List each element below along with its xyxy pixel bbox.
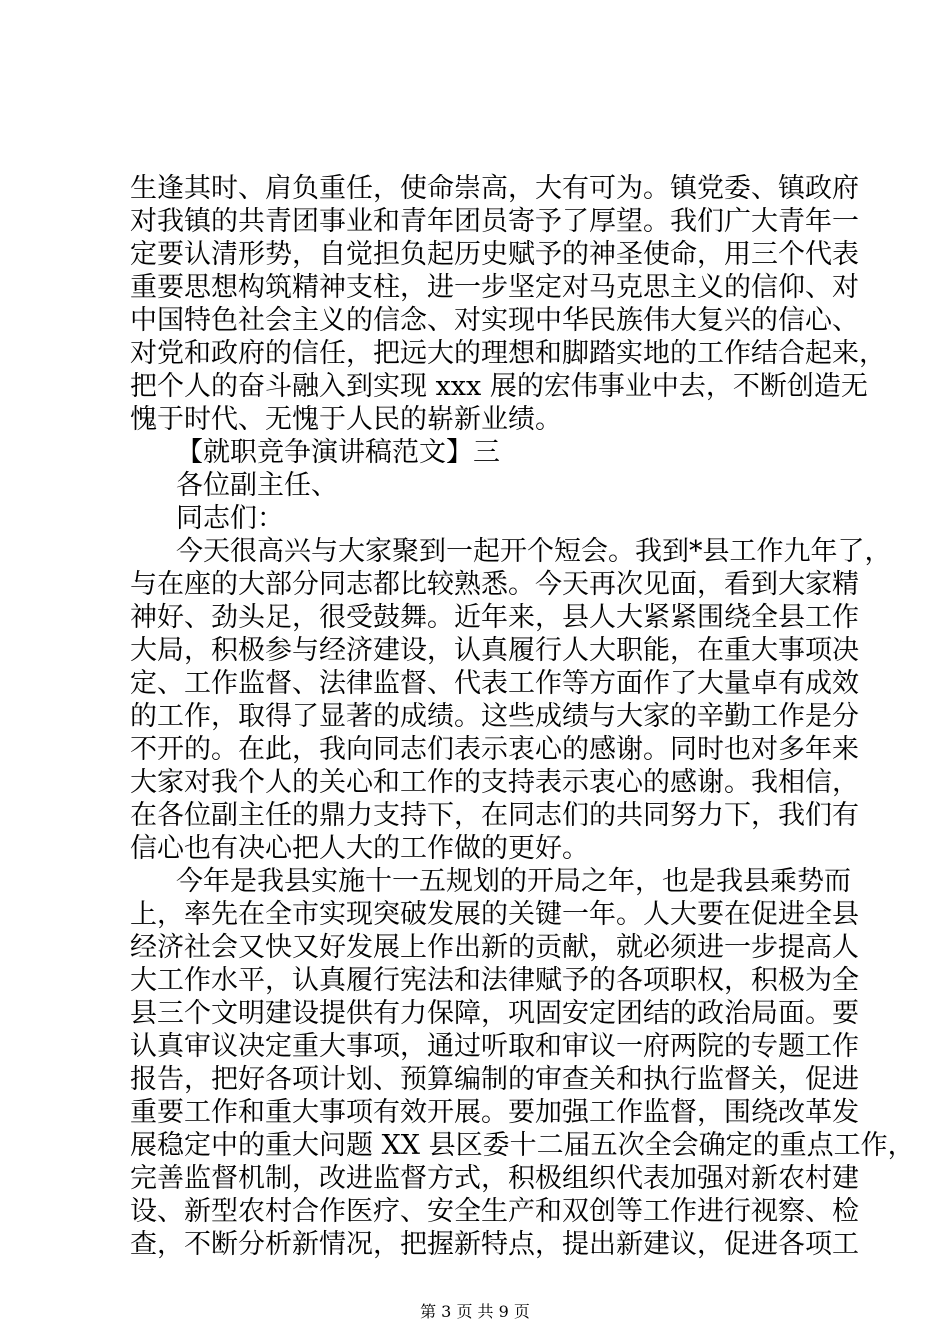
paragraph-start: 今年是我县实施十一五规划的开局之年，也是我县乘势而: [176, 866, 851, 897]
text-line: 与在座的大部分同志都比较熟悉。今天再次见面，看到大家精: [130, 569, 859, 600]
text-line: 重要思想构筑精神支柱，进一步坚定对马克思主义的信仰、对: [130, 272, 859, 303]
text-line: 大局，积极参与经济建设，认真履行人大职能，在重大事项决: [130, 635, 859, 666]
text-line: 信心也有决心把人大的工作做的更好。: [130, 833, 589, 864]
text-line: 对我镇的共青团事业和青年团员寄予了厚望。我们广大青年一: [130, 206, 859, 237]
text-line: 上，率先在全市实现突破发展的关键一年。人大要在促进全县: [130, 899, 859, 930]
text-line: 神好、劲头足，很受鼓舞。近年来，县人大紧紧围绕全县工作: [130, 602, 859, 633]
text-line: 愧于时代、无愧于人民的崭新业绩。: [130, 404, 562, 435]
text-line: 查，不断分析新情况，把握新特点，提出新建议，促进各项工: [130, 1229, 859, 1260]
text-line: 中国特色社会主义的信念、对实现中华民族伟大复兴的信心、: [130, 305, 859, 336]
text-line: 认真审议决定重大事项，通过听取和审议一府两院的专题工作: [130, 1031, 859, 1062]
paragraph-start: 今天很高兴与大家聚到一起开个短会。我到*县工作九年了，: [176, 536, 892, 567]
text-line: 的工作，取得了显著的成绩。这些成绩与大家的辛勤工作是分: [130, 701, 859, 732]
text-line: 定要认清形势，自觉担负起历史赋予的神圣使命，用三个代表: [130, 239, 859, 270]
text-line: 设、新型农村合作医疗、安全生产和双创等工作进行视察、检: [130, 1196, 859, 1227]
salutation: 同志们：: [176, 503, 284, 534]
text-line: 展稳定中的重大问题 XX 县区委十二届五次全会确定的重点工作，: [130, 1130, 915, 1161]
text-line: 对党和政府的信任，把远大的理想和脚踏实地的工作结合起来，: [130, 338, 886, 369]
text-line: 定、工作监督、法律监督、代表工作等方面作了大量卓有成效: [130, 668, 859, 699]
text-line: 报告，把好各项计划、预算编制的审查关和执行监督关，促进: [130, 1064, 859, 1095]
text-line: 重要工作和重大事项有效开展。要加强工作监督，围绕改革发: [130, 1097, 859, 1128]
salutation: 各位副主任、: [176, 470, 338, 501]
text-line: 县三个文明建设提供有力保障，巩固安定团结的政治局面。要: [130, 998, 859, 1029]
text-line: 在各位副主任的鼎力支持下，在同志们的共同努力下，我们有: [130, 800, 859, 831]
page-footer: 第 3 页 共 9 页: [420, 1302, 530, 1321]
text-line: 经济社会又快又好发展上作出新的贡献，就必须进一步提高人: [130, 932, 859, 963]
text-line: 把个人的奋斗融入到实现 xxx 展的宏伟事业中去，不断创造无: [130, 371, 868, 402]
text-line: 大工作水平，认真履行宪法和法律赋予的各项职权，积极为全: [130, 965, 859, 996]
section-heading: 【就职竞争演讲稿范文】三: [176, 437, 500, 468]
text-line: 生逢其时、肩负重任，使命崇高，大有可为。镇党委、镇政府: [130, 173, 859, 204]
text-line: 不开的。在此，我向同志们表示衷心的感谢。同时也对多年来: [130, 734, 859, 765]
text-line: 大家对我个人的关心和工作的支持表示衷心的感谢。我相信，: [130, 767, 859, 798]
text-line: 完善监督机制，改进监督方式，积极组织代表加强对新农村建: [130, 1163, 859, 1194]
